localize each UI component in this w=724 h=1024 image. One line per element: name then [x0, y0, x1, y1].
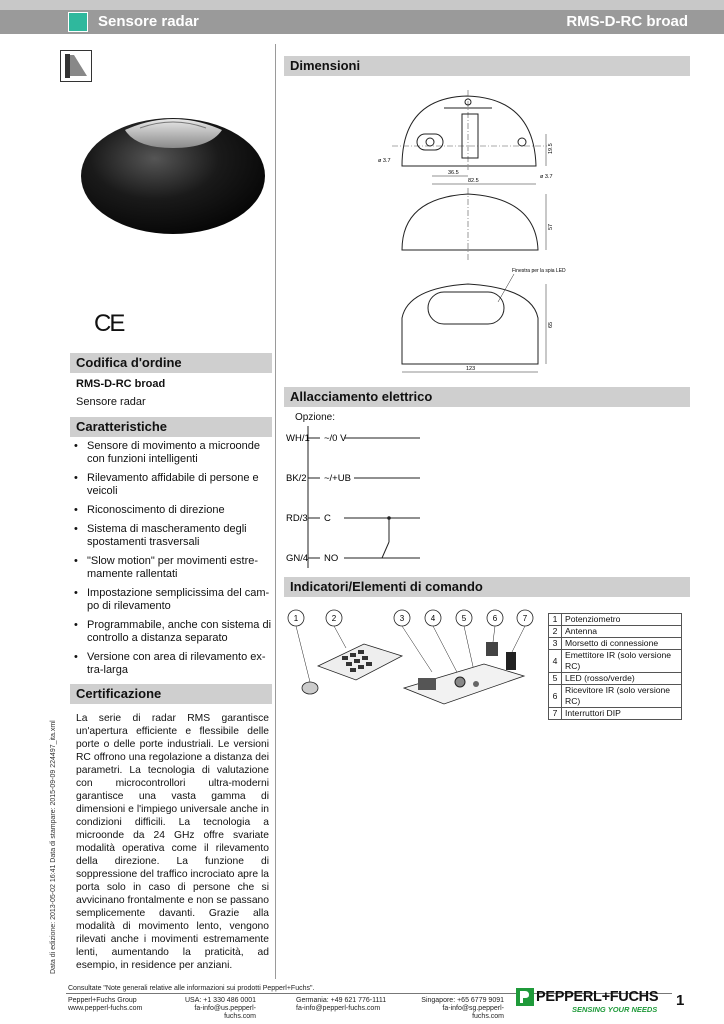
option-label: Opzione:: [295, 412, 336, 423]
feature-item: • Impostazione semplicissima del cam-po di rilevamento: [72, 587, 272, 613]
footer-singapore: Singapore: +65 6779 9091 fa-info@sg.pepperl-fuchs.com: [421, 997, 504, 1020]
pepperl-fuchs-logo: PEPPERL+FUCHS SENSING YOUR NEEDS: [516, 988, 672, 1014]
legend-row: [549, 708, 682, 720]
dim-57: 57: [548, 223, 554, 230]
controls-illustration: [284, 604, 546, 714]
svg-text:WH/1: WH/1: [286, 433, 310, 444]
certification-text: La serie di radar RMS garantisce un'apertura efficiente e flessibile delle porte o delle porte industriali. Le versioni RC offrono una regolazione a distanza dei parametri. La tecnologia di valutazione con microcontrollori ultra-moderni garantisce una vasta gamma di dimensioni e l'impiego universale anche in condizioni difficili. La tecnologia a microonde da 24 GHz offre svariate modalità operativa come il rilevamento della direzione. La funzione di soppressione del traffico incrociato apre la porta solo in caso di persone che si avvicinano frontalmente e non se passano semplicemente davanti. Grazie alla modalità di movimento lento, vengono rilevati anche i movimenti estremamente lenti, aumentando la praticità, ad esempio, in residence per anziani.: [76, 713, 269, 971]
led-window-label: Finestra per la spia LED: [512, 268, 566, 274]
controls-legend: [548, 613, 682, 720]
model-name: RMS-D-RC broad: [566, 13, 688, 30]
page-title: Sensore radar: [98, 13, 199, 30]
legend-text: Morsetto di connessione: [562, 638, 682, 650]
certification-heading: Certificazione: [70, 684, 272, 704]
legend-number: 7: [549, 708, 562, 720]
footer-usa: USA: +1 330 486 0001 fa-info@us.pepperl-fuchs.com: [184, 997, 256, 1020]
legend-row: [549, 626, 682, 638]
svg-text:C: C: [324, 513, 331, 524]
callout-6: 6: [492, 614, 498, 623]
legend-row: [549, 638, 682, 650]
column-divider: [275, 44, 276, 979]
footer-group: Pepperl+Fuchs Group www.pepperl-fuchs.com: [68, 997, 143, 1012]
dimension-drawing: [362, 88, 584, 378]
pf-logo-icon: [516, 988, 534, 1006]
svg-text:NO: NO: [324, 553, 339, 564]
svg-text:RD/3: RD/3: [286, 513, 308, 524]
top-strip: [0, 0, 724, 10]
feature-item: • Rilevamento affidabile di persone e veicoli: [72, 472, 272, 498]
dimensions-heading: Dimensioni: [284, 56, 690, 76]
indicators-heading: Indicatori/Elementi di comando: [284, 577, 690, 597]
brand-square-icon: [68, 12, 88, 32]
legend-number: 2: [549, 626, 562, 638]
callout-5: 5: [461, 614, 467, 623]
callout-4: 4: [430, 614, 436, 623]
legend-number: 6: [549, 685, 562, 708]
legend-text: Interruttori DIP: [562, 708, 682, 720]
pin-row: [286, 513, 420, 558]
dim-82-5: 82.5: [468, 178, 479, 184]
general-note: Consultate "Note generali relative alle informazioni sui prodotti Pepperl+Fuchs".: [68, 985, 315, 992]
feature-item: • Versione con area di rilevamento ex-tra-larga: [72, 651, 272, 677]
dim-65: 65: [548, 321, 554, 328]
feature-item: • Sensore di movimento a microonde con funzioni intelligenti: [72, 440, 272, 466]
feature-item: • Sistema di mascheramento degli spostamenti trasversali: [72, 523, 272, 549]
pin-row: [286, 433, 420, 444]
legend-text: Ricevitore IR (solo versione RC): [562, 685, 682, 708]
svg-text:~/+UB: ~/+UB: [324, 473, 351, 484]
ce-mark: CE: [94, 310, 124, 337]
electrical-heading: Allacciamento elettrico: [284, 387, 690, 407]
callout-7: 7: [522, 614, 528, 623]
feature-item: • Programmabile, anche con sistema di controllo a distanza separato: [72, 619, 272, 645]
features-list: [72, 440, 272, 683]
legend-row: [549, 673, 682, 685]
legend-row: [549, 650, 682, 673]
legend-number: 4: [549, 650, 562, 673]
legend-number: 3: [549, 638, 562, 650]
feature-item: • Riconoscimento di direzione: [72, 504, 272, 517]
print-date-note: Data di edizione: 2013-05-02 16:41 Data di stampare: 2015-09-09 224497_ita.xml: [50, 720, 57, 974]
legend-text: Antenna: [562, 626, 682, 638]
radar-sensor-icon: [60, 50, 92, 82]
order-code: RMS-D-RC broad: [76, 378, 166, 390]
legend-text: LED (rosso/verde): [562, 673, 682, 685]
dim-36-5: 36.5: [448, 170, 459, 176]
dim-19-5: 19.5: [548, 143, 554, 154]
svg-text:~/0 V: ~/0 V: [324, 433, 347, 444]
legend-text: Potenziometro: [562, 614, 682, 626]
product-photo: [80, 108, 266, 238]
legend-text: Emettitore IR (solo versione RC): [562, 650, 682, 673]
callout-2: 2: [331, 614, 337, 623]
pin-row: [286, 553, 420, 564]
svg-text:BK/2: BK/2: [286, 473, 307, 484]
dim-123: 123: [466, 366, 476, 372]
footer-germany: Germania: +49 621 776-1111 fa-info@pepperl-fuchs.com: [296, 997, 387, 1012]
legend-row: [549, 685, 682, 708]
callout-3: 3: [399, 614, 405, 623]
dim-hole-left: ø 3.7: [378, 158, 391, 164]
feature-item: • "Slow motion" per movimenti estre-mamente rallentati: [72, 555, 272, 581]
page-number: 1: [676, 992, 685, 1009]
dim-hole-right: ø 3.7: [540, 174, 553, 180]
order-description: Sensore radar: [76, 396, 146, 408]
legend-number: 1: [549, 614, 562, 626]
pin-row: [286, 473, 420, 484]
legend-number: 5: [549, 673, 562, 685]
wiring-diagram: [284, 422, 434, 570]
order-code-heading: Codifica d'ordine: [70, 353, 272, 373]
features-heading: Caratteristiche: [70, 417, 272, 437]
svg-text:GN/4: GN/4: [286, 553, 309, 564]
callout-1: 1: [293, 614, 299, 623]
legend-row: [549, 614, 682, 626]
